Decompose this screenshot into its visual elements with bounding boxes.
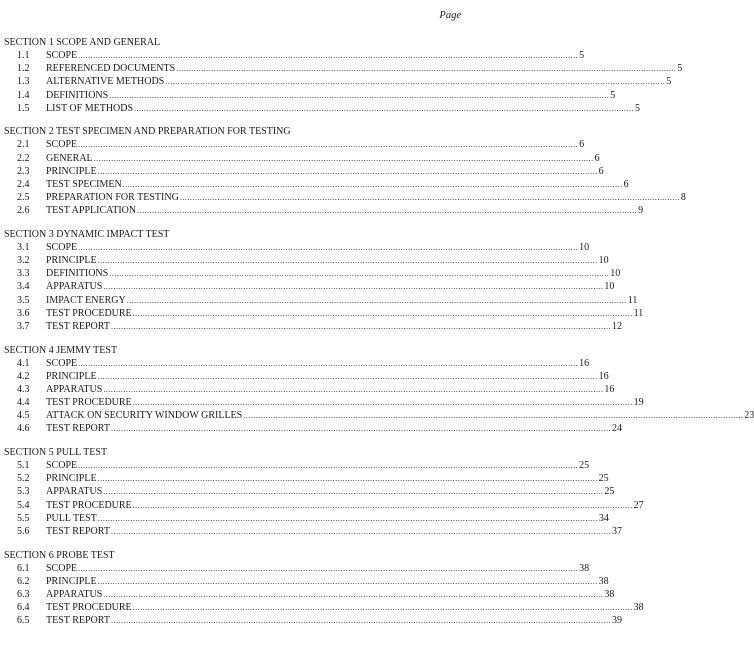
toc-entry[interactable] bbox=[4, 499, 644, 512]
entry-number: 1.1 bbox=[17, 50, 30, 61]
entry-number: 5.2 bbox=[17, 473, 30, 485]
entry-page-number: 19 bbox=[633, 397, 644, 409]
entry-page-number: 12 bbox=[611, 320, 622, 332]
entry-title: TEST REPORT bbox=[46, 320, 110, 332]
entry-title: TEST PROCEDURE bbox=[46, 397, 132, 409]
toc-entry[interactable] bbox=[4, 49, 585, 62]
toc-section bbox=[4, 446, 644, 538]
toc-entry[interactable] bbox=[4, 512, 609, 525]
entry-title: APPARATUS bbox=[46, 281, 103, 293]
section-heading: SECTION 3 DYNAMIC IMPACT TEST bbox=[4, 228, 170, 240]
entry-number: 3.6 bbox=[17, 307, 30, 319]
toc-entry[interactable] bbox=[4, 307, 644, 320]
entry-page-number: 38 bbox=[633, 602, 644, 614]
toc-entry[interactable] bbox=[4, 601, 644, 614]
dot-leader: ........................................................................................................................................................................................................ bbox=[97, 513, 598, 523]
entry-title: TEST SPECIMEN bbox=[46, 178, 122, 190]
entry-page-number: 5 bbox=[677, 63, 683, 75]
toc-entry[interactable] bbox=[4, 320, 622, 333]
entry-number: 6.3 bbox=[17, 588, 30, 600]
entry-page-number: 25 bbox=[598, 473, 609, 485]
entry-title: APPARATUS bbox=[46, 383, 103, 395]
toc-entry[interactable] bbox=[4, 138, 585, 151]
dot-leader: ........................................................................................................................................................................................................ bbox=[78, 358, 579, 368]
entry-title: PRINCIPLE bbox=[46, 473, 97, 485]
entry-number: 2.6 bbox=[17, 205, 30, 217]
entry-title: REFERENCED DOCUMENTS bbox=[46, 63, 176, 75]
entry-title: ALTERNATIVE METHODS bbox=[46, 76, 165, 88]
toc-entry[interactable] bbox=[4, 562, 590, 575]
toc-entry[interactable] bbox=[4, 485, 615, 498]
dot-leader: ........................................................................................................................................................................................................ bbox=[176, 64, 677, 74]
entry-number: 4.6 bbox=[17, 423, 30, 435]
entry-number: 3.5 bbox=[17, 294, 30, 306]
toc-entry[interactable] bbox=[4, 575, 609, 588]
entry-number: 3.1 bbox=[17, 241, 30, 253]
entry-number: 1.3 bbox=[17, 76, 30, 88]
entry-title: PRINCIPLE bbox=[46, 165, 97, 177]
dot-leader: ........................................................................................................................................................................................................ bbox=[97, 576, 598, 586]
entry-page-number: 5 bbox=[666, 76, 672, 88]
entry-title: APPARATUS bbox=[46, 486, 103, 498]
entry-page-number: 16 bbox=[604, 383, 615, 395]
entry-number: 3.2 bbox=[17, 255, 30, 267]
toc-entry[interactable] bbox=[4, 294, 638, 307]
dot-leader: ........................................................................................................................................................................................................ bbox=[103, 487, 604, 497]
dot-leader: ........................................................................................................................................................................................................ bbox=[103, 384, 604, 394]
dot-leader: ........................................................................................................................................................................................................ bbox=[132, 398, 633, 408]
entry-page-number: 6 bbox=[579, 139, 585, 151]
toc-entry[interactable] bbox=[4, 472, 609, 485]
dot-leader: ........................................................................................................................................................................................................ bbox=[97, 474, 598, 484]
dot-leader: ........................................................................................................................................................................................................ bbox=[110, 424, 611, 434]
entry-number: 6.2 bbox=[17, 575, 30, 587]
entry-page-number: 5 bbox=[579, 50, 585, 61]
entry-title: IMPACT ENERGY bbox=[46, 294, 126, 306]
toc-entry[interactable] bbox=[4, 241, 590, 254]
entry-page-number: 25 bbox=[604, 486, 615, 498]
entry-title: SCOPE bbox=[46, 50, 78, 61]
entry-page-number: 23 bbox=[744, 410, 754, 422]
toc-entry[interactable] bbox=[4, 459, 590, 472]
dot-leader: ........................................................................................................................................................................................................ bbox=[179, 193, 680, 203]
entry-number: 2.4 bbox=[17, 178, 30, 190]
entry-page-number: 8 bbox=[680, 192, 686, 204]
entry-page-number: 11 bbox=[633, 307, 644, 319]
toc-entry[interactable] bbox=[4, 614, 622, 627]
toc-entry[interactable] bbox=[4, 409, 754, 422]
dot-leader: ........................................................................................................................................................................................................ bbox=[134, 103, 635, 113]
toc-entry[interactable] bbox=[4, 178, 629, 191]
dot-leader: ........................................................................................................................................................................................................ bbox=[243, 411, 744, 421]
section-heading: SECTION 2 TEST SPECIMEN AND PREPARATION FOR TESTING bbox=[4, 126, 291, 138]
toc-entry[interactable] bbox=[4, 525, 622, 538]
entry-title: SCOPE bbox=[46, 460, 78, 472]
dot-leader: ........................................................................................................................................................................................................ bbox=[132, 500, 633, 510]
entry-page-number: 10 bbox=[579, 241, 590, 253]
entry-page-number: 38 bbox=[598, 575, 609, 587]
toc-entry[interactable] bbox=[4, 102, 641, 115]
toc-entry[interactable] bbox=[4, 422, 622, 435]
entry-title: SCOPE bbox=[46, 241, 78, 253]
toc-entry[interactable] bbox=[4, 75, 672, 88]
entry-page-number: 39 bbox=[611, 615, 622, 627]
toc-entry[interactable] bbox=[4, 383, 615, 396]
entry-title: SCOPE bbox=[46, 357, 78, 369]
toc-entry[interactable] bbox=[4, 165, 604, 178]
dot-leader: ........................................................................................................................................................................................................ bbox=[165, 77, 666, 87]
toc-entry[interactable] bbox=[4, 588, 615, 601]
entry-page-number: 10 bbox=[604, 281, 615, 293]
toc-entry[interactable] bbox=[4, 62, 683, 75]
toc-entry[interactable] bbox=[4, 280, 615, 293]
entry-title: TEST PROCEDURE bbox=[46, 602, 132, 614]
entry-title: DEFINITIONS bbox=[46, 89, 109, 101]
toc-section bbox=[4, 36, 683, 115]
toc-section bbox=[4, 125, 686, 217]
entry-title: TEST REPORT bbox=[46, 526, 110, 537]
entry-page-number: 10 bbox=[598, 255, 609, 267]
toc-entry[interactable] bbox=[4, 396, 644, 409]
entry-number: 5.5 bbox=[17, 512, 30, 524]
entry-title: GENERAL bbox=[46, 152, 93, 164]
entry-page-number: 16 bbox=[579, 357, 590, 369]
entry-number: 2.1 bbox=[17, 139, 30, 151]
entry-number: 3.7 bbox=[17, 320, 30, 332]
entry-title: TEST PROCEDURE bbox=[46, 307, 132, 319]
toc-entry[interactable] bbox=[4, 152, 600, 165]
toc-entry[interactable] bbox=[4, 370, 609, 383]
dot-leader: ........................................................................................................................................................................................................ bbox=[132, 308, 633, 318]
dot-leader: ........................................................................................................................................................................................................ bbox=[137, 206, 638, 216]
dot-leader: ........................................................................................................................................................................................................ bbox=[103, 282, 604, 292]
entry-page-number: 6 bbox=[594, 152, 600, 164]
section-heading: SECTION 4 JEMMY TEST bbox=[4, 344, 118, 356]
dot-leader: ........................................................................................................................................................................................................ bbox=[109, 269, 610, 279]
entry-number: 2.2 bbox=[17, 152, 30, 164]
entry-number: 3.3 bbox=[17, 268, 30, 280]
entry-number: 4.3 bbox=[17, 383, 30, 395]
entry-page-number: 38 bbox=[579, 562, 590, 574]
dot-leader: ........................................................................................................................................................................................................ bbox=[78, 461, 579, 471]
entry-number: 4.5 bbox=[17, 410, 30, 422]
dot-leader: ........................................................................................................................................................................................................ bbox=[97, 166, 598, 176]
entry-number: 2.5 bbox=[17, 192, 30, 204]
dot-leader: ........................................................................................................................................................................................................ bbox=[93, 153, 594, 163]
entry-title: LIST OF METHODS bbox=[46, 102, 134, 114]
page-column-label: Page bbox=[439, 10, 461, 21]
entry-title: TEST PROCEDURE bbox=[46, 499, 132, 511]
entry-page-number: 5 bbox=[635, 102, 641, 114]
entry-title: PRINCIPLE bbox=[46, 370, 97, 382]
entry-title: TEST APPLICATION bbox=[46, 205, 137, 217]
entry-number: 5.3 bbox=[17, 486, 30, 498]
entry-title: SCOPE bbox=[46, 562, 78, 574]
entry-title: TEST REPORT bbox=[46, 423, 110, 435]
entry-page-number: 10 bbox=[610, 268, 621, 280]
entry-page-number: 16 bbox=[598, 370, 609, 382]
table-of-contents bbox=[4, 36, 754, 638]
dot-leader: ........................................................................................................................................................................................................ bbox=[103, 589, 604, 599]
entry-title: PRINCIPLE bbox=[46, 575, 97, 587]
entry-number: 2.3 bbox=[17, 165, 30, 177]
entry-page-number: 5 bbox=[610, 89, 616, 101]
entry-number: 5.6 bbox=[17, 526, 30, 537]
section-heading: SECTION 5 PULL TEST bbox=[4, 447, 108, 459]
entry-page-number: 6 bbox=[623, 178, 629, 190]
dot-leader: ........................................................................................................................................................................................................ bbox=[110, 616, 611, 626]
entry-number: 4.1 bbox=[17, 357, 30, 369]
entry-number: 5.1 bbox=[17, 460, 30, 472]
dot-leader: ........................................................................................................................................................................................................ bbox=[78, 51, 579, 60]
dot-leader: ........................................................................................................................................................................................................ bbox=[78, 140, 579, 150]
entry-page-number: 37 bbox=[611, 526, 622, 537]
entry-title: PULL TEST bbox=[46, 512, 97, 524]
entry-number: 6.5 bbox=[17, 615, 30, 627]
section-heading: SECTION 1 SCOPE AND GENERAL bbox=[4, 37, 161, 48]
entry-page-number: 11 bbox=[627, 294, 638, 306]
entry-page-number: 27 bbox=[633, 499, 644, 511]
dot-leader: ........................................................................................................................................................................................................ bbox=[78, 242, 579, 252]
toc-entry[interactable] bbox=[4, 204, 644, 217]
toc-entry[interactable] bbox=[4, 89, 616, 102]
entry-number: 1.5 bbox=[17, 102, 30, 114]
entry-number: 1.4 bbox=[17, 89, 30, 101]
entry-page-number: 38 bbox=[604, 588, 615, 600]
entry-page-number: 24 bbox=[611, 423, 622, 435]
entry-page-number: 34 bbox=[598, 512, 609, 524]
dot-leader: ........................................................................................................................................................................................................ bbox=[78, 563, 579, 573]
dot-leader: ........................................................................................................................................................................................................ bbox=[132, 603, 633, 613]
entry-page-number: 25 bbox=[579, 460, 590, 472]
dot-leader: ........................................................................................................................................................................................................ bbox=[110, 527, 611, 536]
entry-number: 3.4 bbox=[17, 281, 30, 293]
toc-section bbox=[4, 228, 644, 333]
entry-page-number: 9 bbox=[638, 205, 644, 217]
entry-page-number: 6 bbox=[598, 165, 604, 177]
dot-leader: ........................................................................................................................................................................................................ bbox=[126, 295, 627, 305]
entry-number: 4.4 bbox=[17, 397, 30, 409]
section-heading: SECTION 6 PROBE TEST bbox=[4, 549, 115, 561]
entry-title: APPARATUS bbox=[46, 588, 103, 600]
entry-title: PREPARATION FOR TESTING bbox=[46, 192, 179, 204]
dot-leader: ........................................................................................................................................................................................................ bbox=[109, 90, 610, 100]
entry-number: 6.1 bbox=[17, 562, 30, 574]
toc-entry[interactable] bbox=[4, 254, 609, 267]
toc-entry[interactable] bbox=[4, 357, 590, 370]
entry-number: 4.2 bbox=[17, 370, 30, 382]
entry-title: PRINCIPLE bbox=[46, 255, 97, 267]
entry-number: 5.4 bbox=[17, 499, 30, 511]
dot-leader: ........................................................................................................................................................................................................ bbox=[97, 256, 598, 266]
entry-number: 6.4 bbox=[17, 602, 30, 614]
toc-section bbox=[4, 549, 644, 628]
entry-title: SCOPE bbox=[46, 139, 78, 151]
dot-leader: ........................................................................................................................................................................................................ bbox=[110, 321, 611, 331]
toc-entry[interactable] bbox=[4, 191, 686, 204]
entry-number: 1.2 bbox=[17, 63, 30, 75]
toc-entry[interactable] bbox=[4, 267, 621, 280]
dot-leader: ........................................................................................................................................................................................................ bbox=[97, 371, 598, 381]
dot-leader: ........................................................................................................................................................................................................ bbox=[122, 179, 623, 189]
toc-section bbox=[4, 344, 754, 436]
entry-title: ATTACK ON SECURITY WINDOW GRILLES bbox=[46, 410, 243, 422]
entry-title: DEFINITIONS bbox=[46, 268, 109, 280]
entry-title: TEST REPORT bbox=[46, 615, 110, 627]
